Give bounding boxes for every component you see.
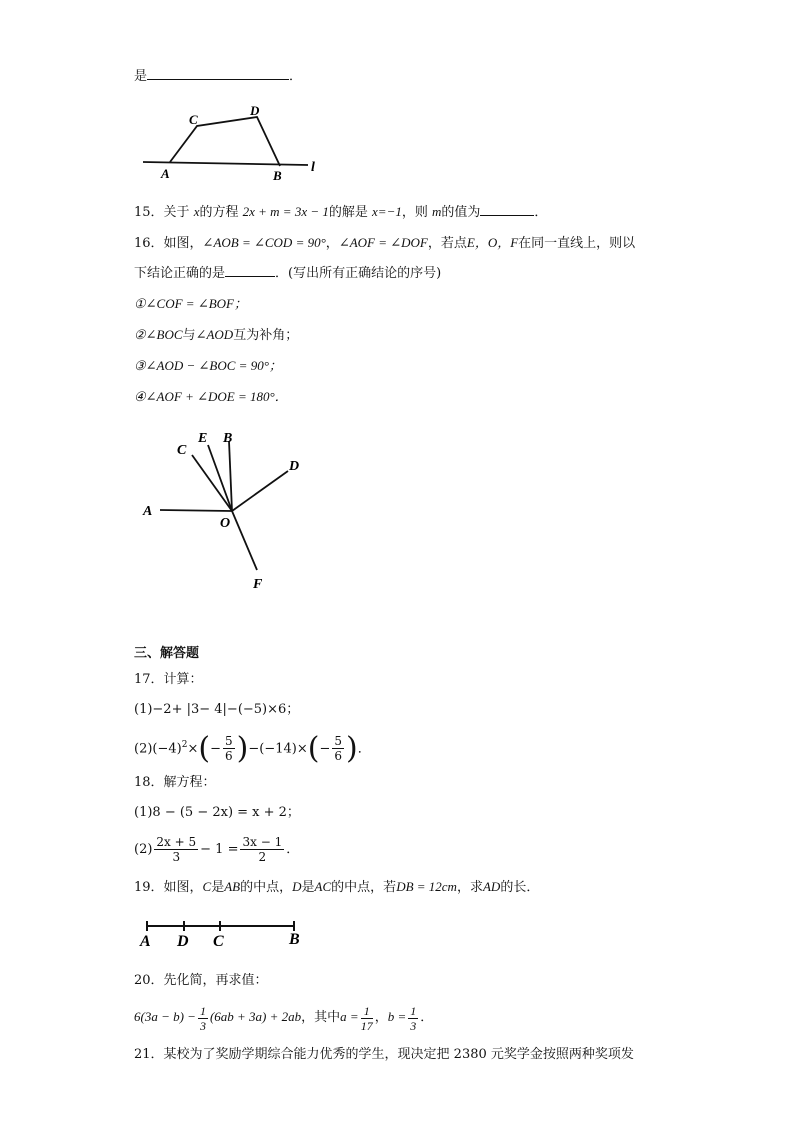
ray-OA — [160, 510, 232, 511]
fraction: $\frac{1}{3}$ — [410, 1003, 417, 1033]
label-C: C — [213, 933, 224, 950]
label-C: C — [189, 112, 198, 127]
q17-part-2: $(2)(-4)^2\times(-$ $\frac{5}{6}$ )−(−14)×(− $\frac{5}{6}$ )． — [134, 730, 371, 766]
question-18-title: 18．解方程： — [134, 775, 216, 790]
answer-blank[interactable] — [147, 67, 289, 80]
label-E: E — [198, 431, 208, 446]
answer-blank[interactable] — [225, 264, 275, 277]
label-B: B — [223, 431, 233, 446]
answer-blank[interactable] — [480, 203, 534, 216]
label-D: D — [177, 933, 189, 950]
fraction: $\frac{5}{6}$ — [334, 734, 342, 764]
figure-quadrilateral — [140, 100, 325, 185]
figure-rays — [140, 425, 320, 595]
quad-path — [170, 117, 280, 166]
fraction: $\frac{1}{17}$ — [360, 1003, 373, 1033]
label-D: D — [289, 459, 300, 474]
fraction: $\frac{2x + 5}{3}$ — [156, 835, 197, 864]
question-15: 15．关于 x的方程 2x + m = 3x − 1的解是 x=−1，则 m的值为 ． — [134, 204, 548, 220]
question-16-line1: 16．如图，∠AOB = ∠COD = 90°，∠AOF = ∠DOF，若点E，O，F在同一直线上，则以 — [134, 235, 636, 251]
label-l: l — [311, 160, 315, 175]
ray-OE — [208, 445, 232, 511]
question-21: 21．某校为了奖励学期综合能力优秀的学生，现决定把 2380 元奖学金按照两种奖项发 — [134, 1047, 634, 1062]
q18-part-2: (2) $\frac{2x + 5}{3}$ − 1 = $\frac{3x - 1}{2}$ ． — [134, 835, 300, 864]
label-A: A — [161, 166, 170, 181]
figure-segment — [138, 918, 308, 950]
q16-option-3: ③∠AOD − ∠BOC = 90°； — [134, 358, 282, 373]
ray-OF — [232, 511, 257, 570]
fraction: $\frac{1}{3}$ — [199, 1003, 206, 1033]
question-20-title: 20．先化简，再求值： — [134, 973, 268, 988]
label-B: B — [289, 931, 300, 948]
label-D: D — [250, 103, 260, 118]
question-17-title: 17．计算： — [134, 672, 203, 687]
q16-option-4: ④∠AOF + ∠DOE = 180°． — [134, 389, 288, 404]
q16-option-2: ②∠BOC与∠AOD互为补角； — [134, 327, 299, 343]
ray-OD — [232, 471, 288, 511]
line-l — [143, 162, 308, 165]
question-16-line2: 下结论正确的是 ．(写出所有正确结论的序号) — [134, 266, 442, 281]
fraction: $\frac{5}{6}$ — [225, 734, 233, 764]
label-C: C — [177, 443, 187, 458]
label-B: B — [273, 168, 282, 183]
label-A: A — [143, 504, 153, 519]
q18-part-1: (1)8 − (5 − 2x) = x + 2； — [134, 805, 300, 820]
q20-expression: 6(3a − b) − $\frac{1}{3}$ (6ab + 3a) + 2ab，其中a = $\frac{1}{17}$ ，b = $\frac{1}{3}$ ． — [134, 1003, 434, 1033]
question-19: 19．如图，C是AB的中点，D是AC的中点，若DB = 12cm，求AD的长． — [134, 879, 540, 895]
q17-part-1: (1)−2+ |3− 4|−(−5)×6； — [134, 702, 300, 717]
label-O: O — [220, 516, 231, 531]
section-title: 三、解答题 — [134, 646, 200, 661]
q14-answer-line: 是 ． — [134, 69, 303, 84]
q16-option-1: ①∠COF = ∠BOF； — [134, 296, 247, 311]
label-A: A — [140, 933, 151, 950]
ray-OC — [192, 455, 232, 511]
label-F: F — [253, 577, 263, 592]
ray-OB — [229, 441, 232, 511]
fraction: $\frac{3x - 1}{2}$ — [242, 835, 283, 864]
